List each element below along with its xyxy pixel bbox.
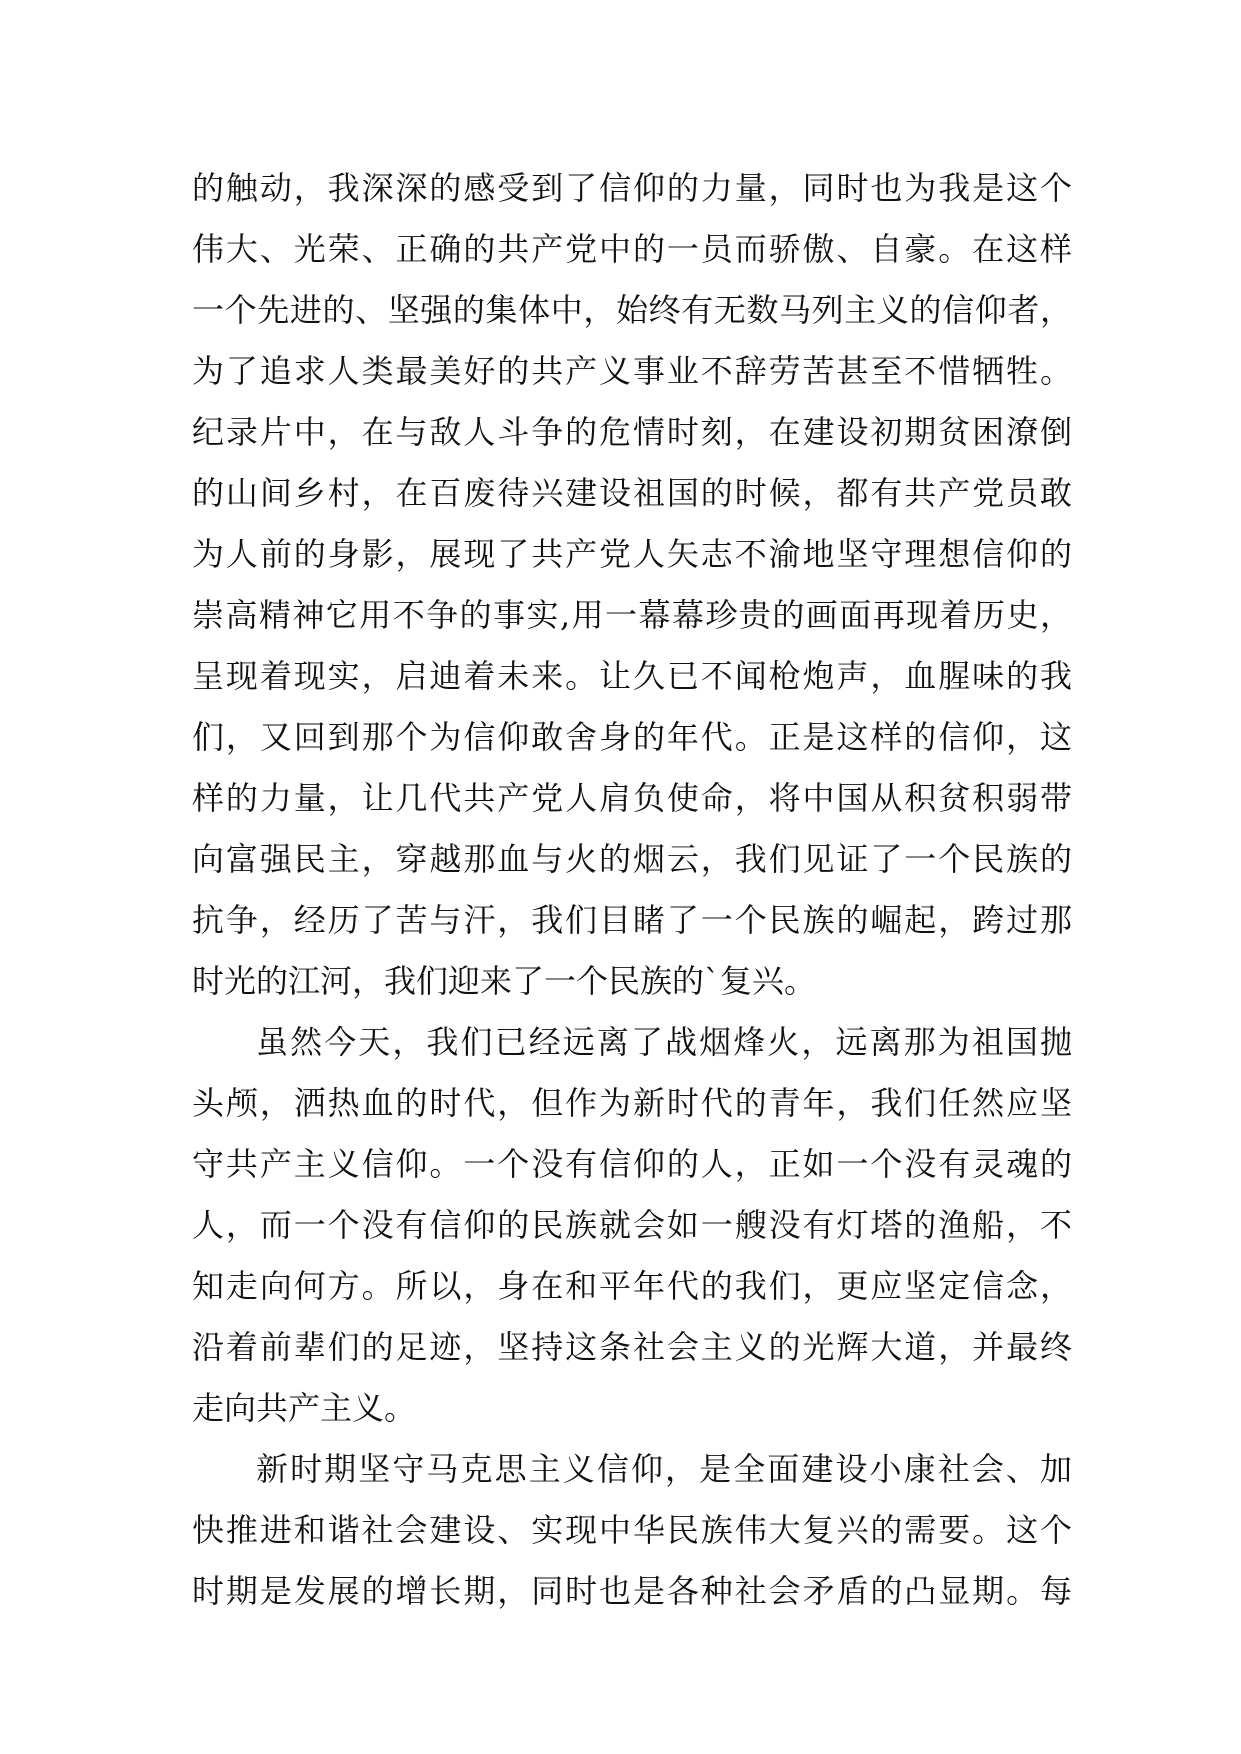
text-line: 伟大、光荣、正确的共产党中的一员而骄傲、自豪。在这样 [192, 230, 1072, 268]
text-line: 一个先进的、坚强的集体中，始终有无数马列主义的信仰者， [192, 291, 1072, 329]
text-line: 知走向何方。所以，身在和平年代的我们，更应坚定信念， [192, 1267, 1072, 1305]
text-line: 新时期坚守马克思主义信仰，是全面建设小康社会、加 [256, 1450, 1072, 1488]
text-line: 呈现着现实，启迪着未来。让久已不闻枪炮声，血腥味的我 [192, 657, 1072, 695]
text-line: 为了追求人类最美好的共产义事业不辞劳苦甚至不惜牺牲。 [192, 352, 1072, 390]
paragraph [192, 158, 1072, 1012]
text-line: 人，而一个没有信仰的民族就会如一艘没有灯塔的渔船，不 [192, 1206, 1072, 1244]
text-line: 虽然今天，我们已经远离了战烟烽火，远离那为祖国抛 [256, 1023, 1072, 1061]
text-line: 时期是发展的增长期，同时也是各种社会矛盾的凸显期。每 [192, 1572, 1072, 1610]
document-body-text [192, 158, 1072, 1622]
text-line: 崇高精神它用不争的事实,用一幕幕珍贵的画面再现着历史， [192, 596, 1072, 634]
paragraph [192, 1439, 1072, 1622]
text-line: 头颅，洒热血的时代，但作为新时代的青年，我们任然应坚 [192, 1084, 1072, 1122]
text-line: 向富强民主，穿越那血与火的烟云，我们见证了一个民族的 [192, 840, 1072, 878]
text-line: 快推进和谐社会建设、实现中华民族伟大复兴的需要。这个 [192, 1511, 1072, 1549]
text-line: 们，又回到那个为信仰敢舍身的年代。正是这样的信仰，这 [192, 718, 1072, 756]
text-line: 守共产主义信仰。一个没有信仰的人，正如一个没有灵魂的 [192, 1145, 1072, 1183]
text-line: 走向共产主义。 [192, 1389, 417, 1427]
text-line: 时光的江河，我们迎来了一个民族的`复兴。 [192, 962, 817, 1000]
text-line: 的触动，我深深的感受到了信仰的力量，同时也为我是这个 [192, 169, 1072, 207]
text-line: 的山间乡村，在百废待兴建设祖国的时候，都有共产党员敢 [192, 474, 1072, 512]
text-line: 沿着前辈们的足迹，坚持这条社会主义的光辉大道，并最终 [192, 1328, 1072, 1366]
paragraph [192, 1012, 1072, 1439]
text-line: 纪录片中，在与敌人斗争的危情时刻，在建设初期贫困潦倒 [192, 413, 1072, 451]
text-line: 抗争，经历了苦与汗，我们目睹了一个民族的崛起，跨过那 [192, 901, 1072, 939]
text-line: 样的力量，让几代共产党人肩负使命，将中国从积贫积弱带 [192, 779, 1072, 817]
text-line: 为人前的身影，展现了共产党人矢志不渝地坚守理想信仰的 [192, 535, 1072, 573]
